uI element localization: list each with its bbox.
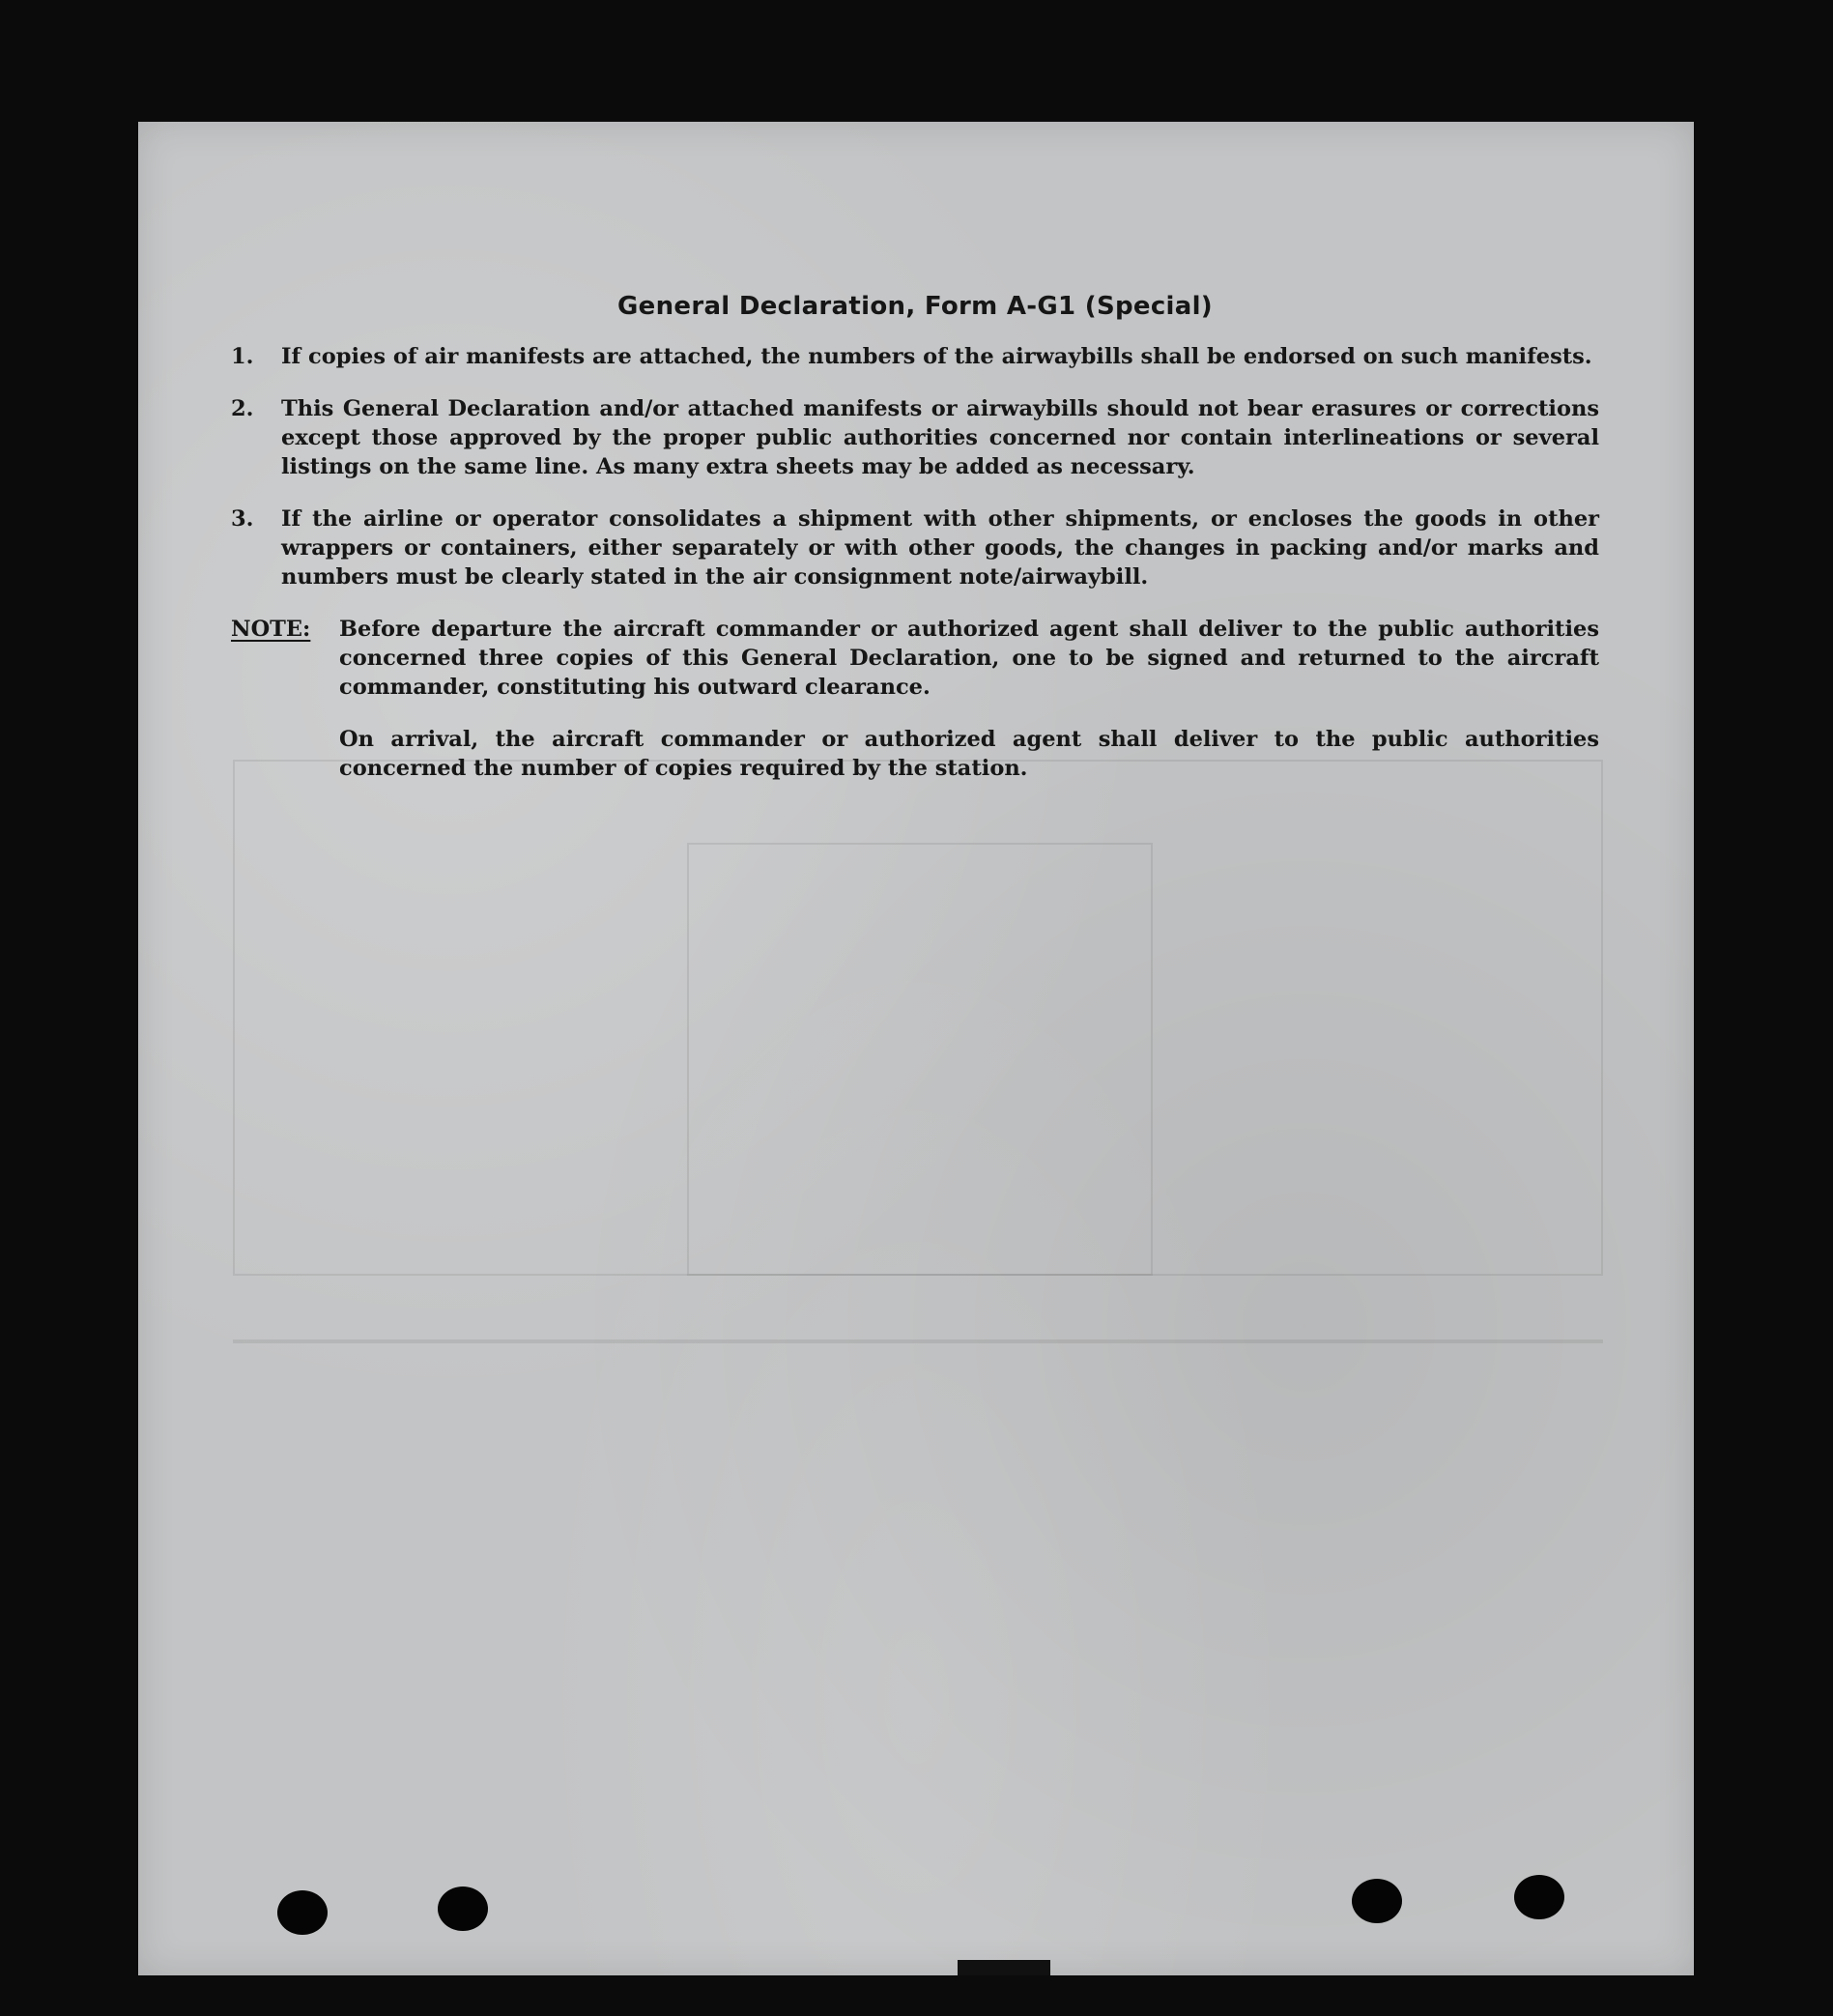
punch-hole (438, 1886, 488, 1931)
punch-hole (277, 1890, 328, 1935)
note-paragraph: On arrival, the aircraft commander or authorized agent shall deliver to the public authorities concerned the number of copies required by the station. (339, 727, 1599, 781)
note-body (339, 615, 1599, 806)
item-text: This General Declaration and/or attached manifests or airwaybills should not bear erasures or corrections except those approved by the proper public authorities concerned nor contain interlineations or several listings on the same line. As many extra sheets may be added as necessary. (281, 396, 1599, 479)
instructions-content (231, 292, 1599, 806)
item-text: If the airline or operator consolidates a shipment with other shipments, or encloses the goods in other wrappers or containers, either separately or with other goods, the changes in packing and/or marks and numbers must be clearly stated in the air consignment note/airwaybill. (281, 506, 1599, 590)
note-paragraph: Before departure the aircraft commander or authorized agent shall deliver to the public authorities concerned three copies of this General Declaration, one to be signed and returned to the aircraft commander, constituting his outward clearance. (339, 617, 1599, 700)
item-number: 1. (231, 344, 254, 369)
note-block (231, 615, 1599, 806)
document-page (138, 122, 1694, 1975)
punch-hole (1514, 1875, 1564, 1919)
punch-hole (1352, 1879, 1402, 1923)
item-number: 2. (231, 396, 254, 421)
item-number: 3. (231, 506, 254, 532)
instruction-item (231, 504, 1599, 591)
edge-tear-mark (958, 1960, 1050, 1975)
note-label: NOTE: (231, 617, 311, 642)
item-text: If copies of air manifests are attached, the numbers of the airwaybills shall be endorsed on such manifests. (281, 344, 1592, 369)
page-title: General Declaration, Form A-G1 (Special) (617, 292, 1213, 321)
bleed-through-rule (233, 1339, 1603, 1343)
bleed-through-table-inner (687, 843, 1153, 1276)
instruction-item (231, 394, 1599, 481)
bleed-through-table (233, 760, 1603, 1276)
instruction-item (231, 342, 1599, 371)
